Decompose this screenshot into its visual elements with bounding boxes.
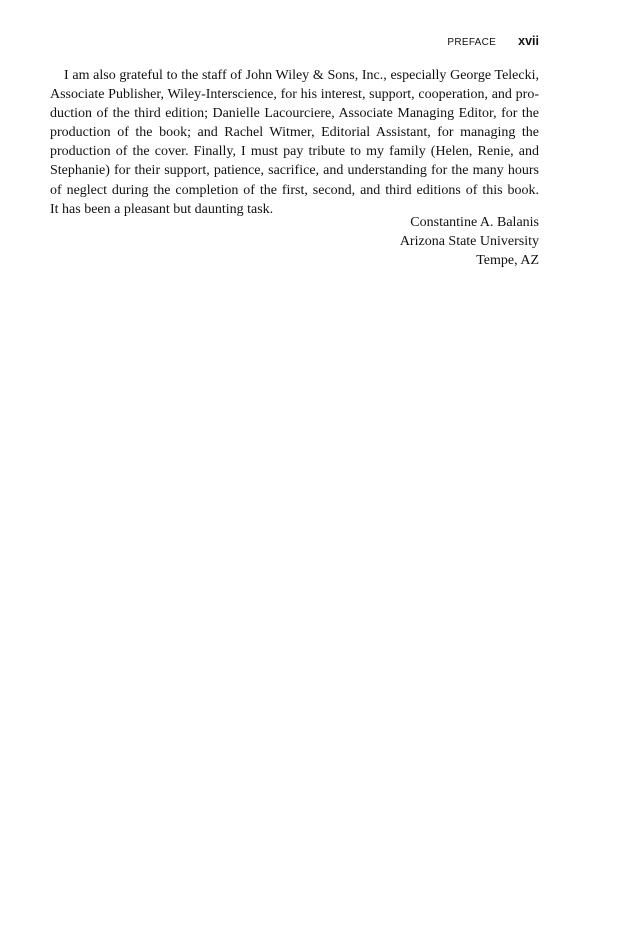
acknowledgment-paragraph bbox=[50, 66, 539, 219]
paragraph-line: of neglect during the completion of the first, second, and third editions of this book. bbox=[50, 182, 539, 198]
paragraph-line: Associate Publisher, Wiley-Interscience, for his interest, support, cooperation, and pro- bbox=[50, 87, 539, 103]
author-affiliation: Arizona State University bbox=[399, 234, 539, 250]
page-number: xvii bbox=[518, 34, 539, 48]
running-head bbox=[447, 34, 539, 48]
paragraph-line: I am also grateful to the staff of John Wiley & Sons, Inc., especially George Telecki, bbox=[64, 68, 539, 83]
author-name: Constantine A. Balanis bbox=[410, 215, 539, 230]
paragraph-line: It has been a pleasant but daunting task. bbox=[50, 201, 274, 217]
running-head-section: PREFACE bbox=[447, 37, 497, 48]
paragraph-line: duction of the third edition; Danielle Lacourciere, Associate Managing Editor, for the bbox=[50, 106, 539, 122]
paragraph-line: production of the cover. Finally, I must pay tribute to my family (Helen, Renie, and bbox=[50, 144, 539, 160]
paragraph-line: production of the book; and Rachel Witmer, Editorial Assistant, for managing the bbox=[50, 125, 539, 141]
paragraph-line: Stephanie) for their support, patience, sacrifice, and understanding for the many hours bbox=[50, 163, 539, 179]
author-signature-block bbox=[400, 213, 539, 270]
author-location: Tempe, AZ bbox=[476, 253, 539, 269]
